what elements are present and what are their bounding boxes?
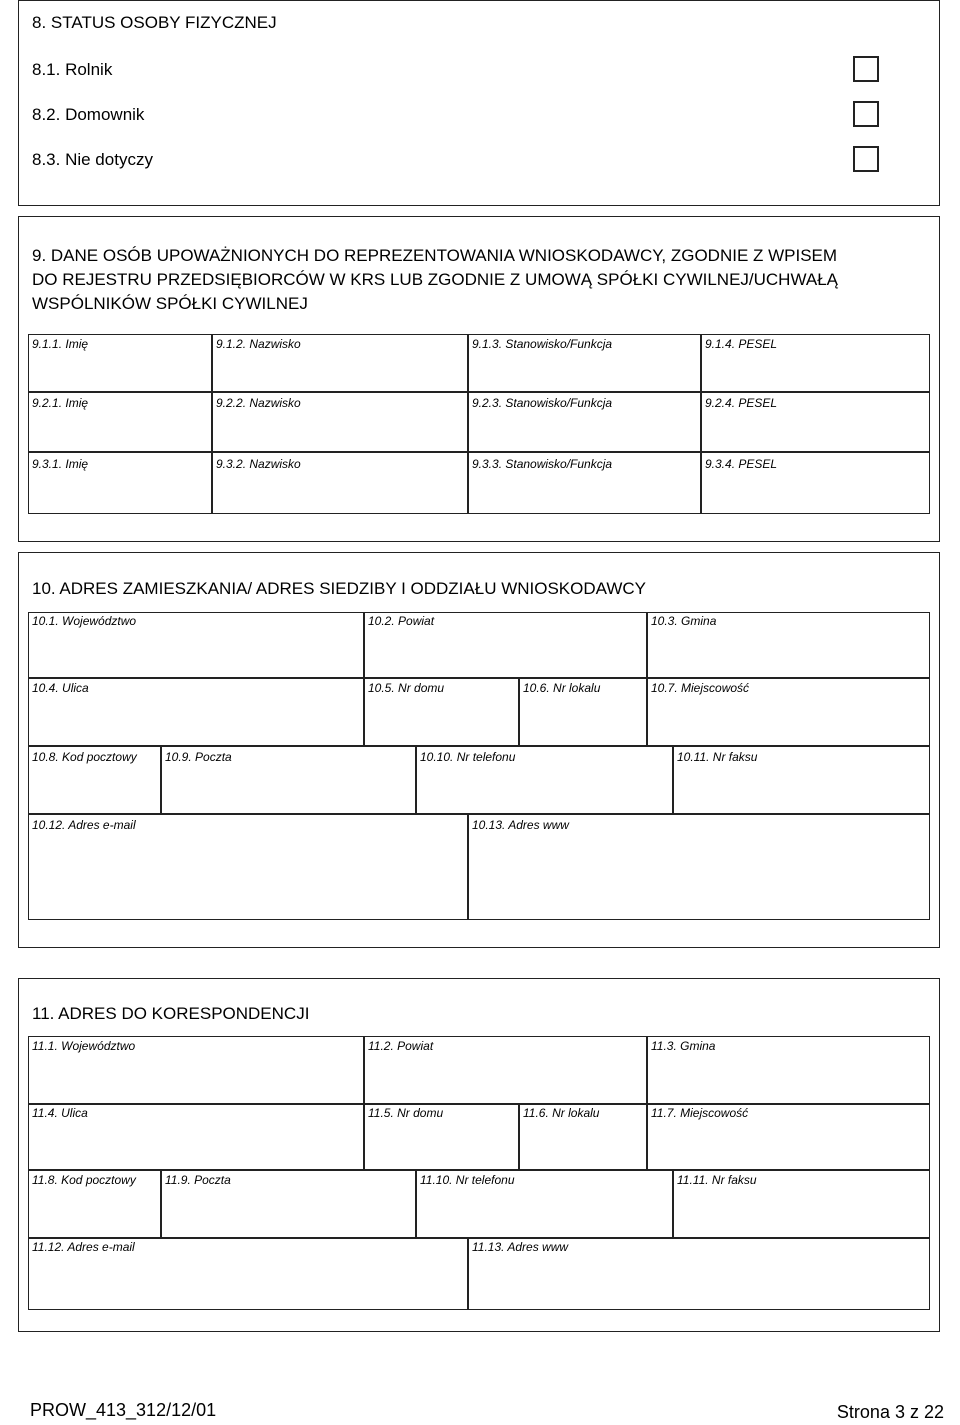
label-10-6: 10.6. Nr lokalu	[523, 681, 601, 695]
label-11-13: 11.13. Adres www	[472, 1240, 569, 1254]
label-11-7: 11.7. Miejscowość	[651, 1106, 749, 1120]
label-9-3-4: 9.3.4. PESEL	[705, 457, 778, 471]
label-9-3-1: 9.3.1. Imię	[32, 457, 89, 471]
label-10-8: 10.8. Kod pocztowy	[32, 750, 137, 764]
label-11-9: 11.9. Poczta	[165, 1173, 231, 1187]
label-9-3-2: 9.3.2. Nazwisko	[216, 457, 301, 471]
label-9-1-4: 9.1.4. PESEL	[705, 337, 778, 351]
label-9-2-2: 9.2.2. Nazwisko	[216, 396, 301, 410]
label-10-12: 10.12. Adres e-mail	[32, 818, 136, 832]
checkbox-rolnik[interactable]	[853, 56, 879, 82]
label-9-2-1: 9.2.1. Imię	[32, 396, 89, 410]
label-9-1-2: 9.1.2. Nazwisko	[216, 337, 301, 351]
section-8-title: 8. STATUS OSOBY FIZYCZNEJ	[32, 13, 277, 32]
footer-page-number: Strona 3 z 22	[836, 1402, 944, 1422]
label-10-13: 10.13. Adres www	[472, 818, 569, 832]
label-11-5: 11.5. Nr domu	[368, 1106, 444, 1120]
label-10-9: 10.9. Poczta	[165, 750, 232, 764]
label-10-1: 10.1. Województwo	[32, 614, 137, 628]
section-10-title: 10. ADRES ZAMIESZKANIA/ ADRES SIEDZIBY I ODDZIAŁU WNIOSKODAWCY	[32, 579, 647, 598]
label-9-1-3: 9.1.3. Stanowisko/Funkcja	[472, 337, 613, 351]
label-9-2-4: 9.2.4. PESEL	[705, 396, 778, 410]
label-11-1: 11.1. Województwo	[32, 1039, 136, 1053]
section-9-title-line-2: DO REJESTRU PRZEDSIĘBIORCÓW W KRS LUB ZGODNIE Z UMOWĄ SPÓŁKI CYWILNEJ/UCHWAŁĄ	[32, 270, 839, 289]
label-11-11: 11.11. Nr faksu	[677, 1173, 757, 1187]
label-11-3: 11.3. Gmina	[651, 1039, 716, 1053]
label-11-6: 11.6. Nr lokalu	[523, 1106, 600, 1120]
label-11-4: 11.4. Ulica	[32, 1106, 88, 1120]
label-10-5: 10.5. Nr domu	[368, 681, 445, 695]
label-10-11: 10.11. Nr faksu	[677, 750, 758, 764]
section-11-title: 11. ADRES DO KORESPONDENCJI	[32, 1004, 310, 1023]
checkbox-nie-dotyczy[interactable]	[853, 146, 879, 172]
label-10-10: 10.10. Nr telefonu	[420, 750, 516, 764]
label-10-2: 10.2. Powiat	[368, 614, 435, 628]
option-nie-dotyczy-label: 8.3. Nie dotyczy	[32, 150, 153, 169]
label-10-3: 10.3. Gmina	[651, 614, 717, 628]
label-11-12: 11.12. Adres e-mail	[32, 1240, 135, 1254]
label-10-7: 10.7. Miejscowość	[651, 681, 750, 695]
option-rolnik-label: 8.1. Rolnik	[32, 60, 113, 79]
footer-form-code: PROW_413_312/12/01	[30, 1400, 217, 1420]
checkbox-domownik[interactable]	[853, 101, 879, 127]
label-10-4: 10.4. Ulica	[32, 681, 89, 695]
section-9-title-line-3: WSPÓLNIKÓW SPÓŁKI CYWILNEJ	[32, 294, 308, 313]
option-domownik-label: 8.2. Domownik	[32, 105, 145, 124]
label-11-2: 11.2. Powiat	[368, 1039, 434, 1053]
label-11-8: 11.8. Kod pocztowy	[32, 1173, 136, 1187]
label-11-10: 11.10. Nr telefonu	[420, 1173, 515, 1187]
label-9-1-1: 9.1.1. Imię	[32, 337, 89, 351]
label-9-3-3: 9.3.3. Stanowisko/Funkcja	[472, 457, 613, 471]
section-9-title-line-1: 9. DANE OSÓB UPOWAŻNIONYCH DO REPREZENTOWANIA WNIOSKODAWCY, ZGODNIE Z WPISEM	[32, 246, 838, 265]
label-9-2-3: 9.2.3. Stanowisko/Funkcja	[472, 396, 613, 410]
